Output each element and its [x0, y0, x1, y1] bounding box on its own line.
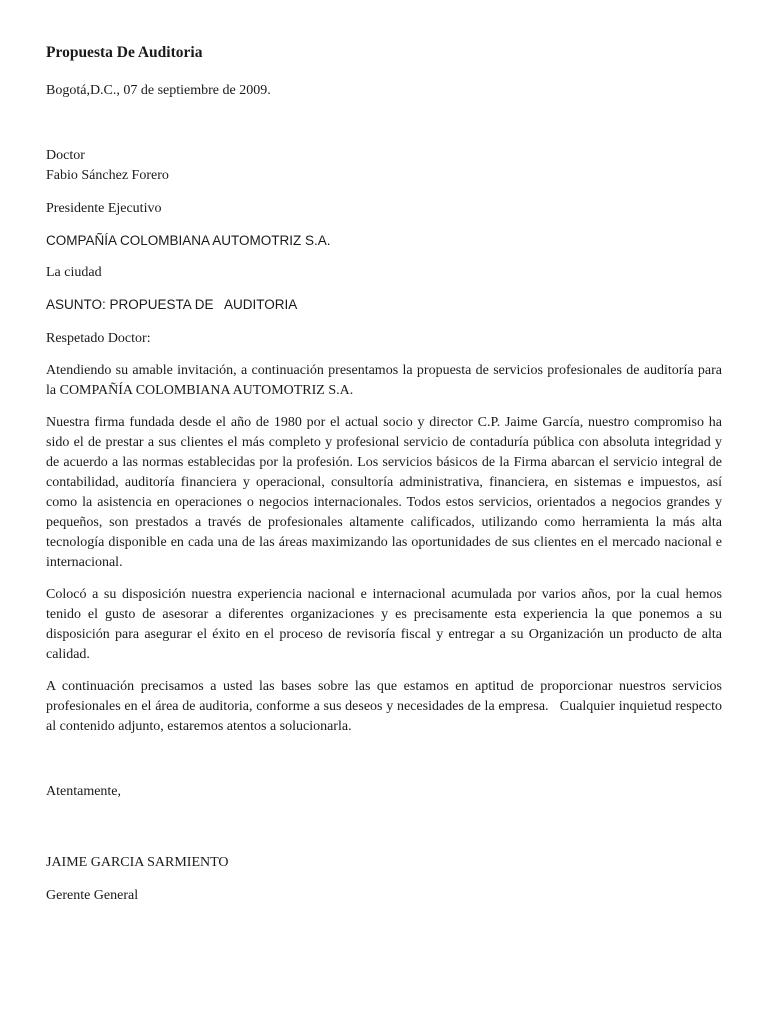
paragraph-2: Nuestra firma fundada desde el año de 1980 por el actual socio y director C.P. Jaime García, nuestro compromiso ha sido el de prestar a sus clientes el más completo y profesional servicio de contaduría pública con absoluta integridad y de acuerdo a las normas establecidas por la profesión. Los servicios básicos de la Firma abarcan el servicio integral de contabilidad, auditoría financiera y operacional, consultoría administrativa, financiera, en sistemas e impuestos, así como la asistencia en operaciones o negocios internacionales. Todos estos servicios, orientados a negocios grandes y pequeños, son prestados a través de profesionales altamente calificados, utilizando como herramienta la más alta tecnología disponible en cada una de las áreas maximizando las oportunidades de sus clientes en el mercado nacional e internacional.	[46, 415, 722, 570]
paragraph-4: A continuación precisamos a usted las bases sobre las que estamos en aptitud de proporcionar nuestros servicios profesionales en el área de auditoria, conforme a sus deseos y necesidades de la empresa. Cualquier inquietud respecto al contenido adjunto, estaremos atentos a solucionarla.	[46, 679, 726, 734]
document-title: Propuesta De Auditoria	[46, 44, 203, 61]
signer-position: Gerente General	[46, 888, 139, 903]
closing: Atentamente,	[46, 784, 122, 799]
subject-line: ASUNTO: PROPUESTA DE AUDITORIA	[46, 297, 298, 312]
recipient-company: COMPAÑÍA COLOMBIANA AUTOMOTRIZ S.A.	[46, 233, 331, 248]
recipient-honorific: Doctor	[46, 148, 85, 163]
paragraph-1: Atendiendo su amable invitación, a continuación presentamos la propuesta de servicios profesionales de auditoría para la COMPAÑÍA COLOMBIANA AUTOMOTRIZ S.A.	[46, 363, 722, 398]
recipient-city: La ciudad	[46, 265, 102, 280]
date-line: Bogotá,D.C., 07 de septiembre de 2009.	[46, 83, 271, 98]
paragraph-3: Colocó a su disposición nuestra experiencia nacional e internacional acumulada por varios años, por la cual hemos tenido el gusto de asesorar a diferentes organizaciones y es precisamente esta experiencia la que ponemos a su disposición para asegurar el éxito en el proceso de revisoría fiscal y entregar a su Organización un producto de alta calidad.	[46, 587, 722, 662]
recipient-name: Fabio Sánchez Forero	[46, 168, 169, 183]
salutation: Respetado Doctor:	[46, 331, 151, 346]
recipient-position: Presidente Ejecutivo	[46, 201, 162, 216]
signer-name: JAIME GARCIA SARMIENTO	[46, 855, 229, 870]
